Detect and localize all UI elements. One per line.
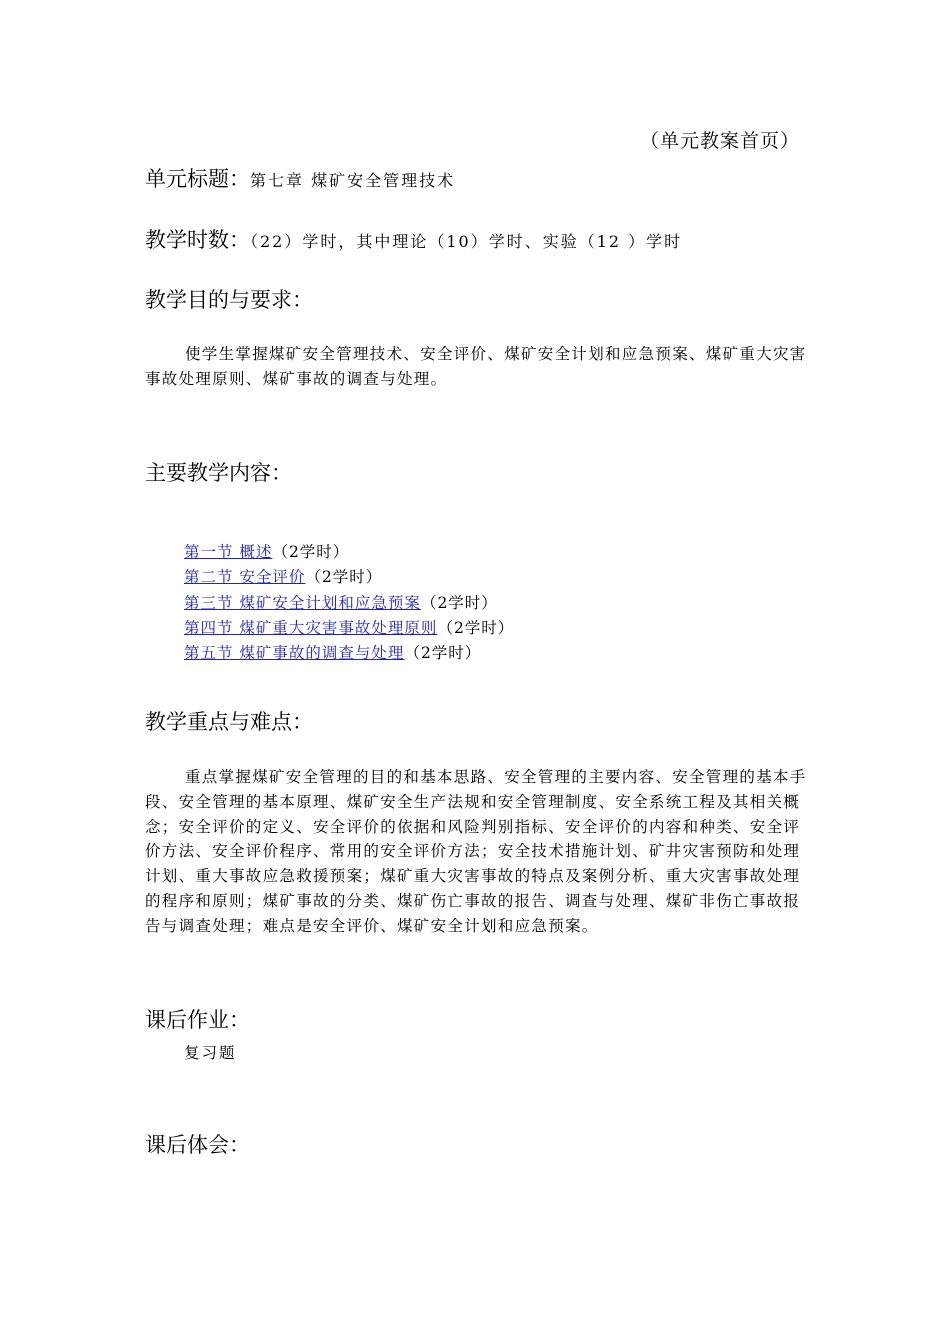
section-link-4[interactable]: 第四节 煤矿重大灾害事故处理原则: [184, 618, 438, 637]
section-item-3: [184, 591, 514, 616]
section-link-2[interactable]: 第二节 安全评价: [184, 568, 306, 587]
unit-title-row: [145, 163, 455, 193]
section-link-5[interactable]: 第五节 煤矿事故的调查与处理: [184, 644, 405, 663]
teaching-hours-value: （22）学时，其中理论（10）学时、实验（12 ）学时: [250, 232, 683, 251]
reflection-heading: 课后体会：: [145, 1133, 250, 1157]
section-list: [184, 540, 514, 666]
page-header-note: （单元教案首页）: [639, 130, 800, 152]
unit-title-label: 单元标题：: [145, 167, 250, 191]
teaching-hours-row: [145, 224, 682, 254]
key-points-text: 重点掌握煤矿安全管理的目的和基本思路、安全管理的主要内容、安全管理的基本手段、安全管理的基本原理、煤矿安全生产法规和安全管理制度、安全系统工程及其相关概念；安全评价的定义、安全评价的依据和风险判别指标、安全评价的内容和种类、安全评价方法、安全评价程序、常用的安全评价方法；安全技术措施计划、矿井灾害预防和处理计划、重大事故应急救援预案；煤矿重大灾害事故的特点及案例分析、重大灾害事故处理的程序和原则；煤矿事故的分类、煤矿伤亡事故的报告、调查与处理、煤矿非伤亡事故报告与调查处理；难点是安全评价、煤矿安全计划和应急预案。: [145, 768, 807, 935]
section-hours-5: （2学时）: [404, 644, 482, 663]
section-item-4: [184, 616, 514, 641]
section-hours-4: （2学时）: [437, 618, 515, 637]
homework-item: 复习题: [184, 1044, 237, 1062]
section-item-1: [184, 540, 514, 565]
section-item-5: [184, 641, 514, 666]
key-points-heading: 教学重点与难点：: [145, 710, 313, 734]
section-hours-3: （2学时）: [420, 593, 498, 612]
homework-heading: 课后作业：: [145, 1008, 250, 1032]
section-link-3[interactable]: 第三节 煤矿安全计划和应急预案: [184, 593, 421, 612]
section-item-2: [184, 565, 514, 590]
section-hours-1: （2学时）: [272, 543, 350, 561]
objectives-text: 使学生掌握煤矿安全管理技术、安全评价、煤矿安全计划和应急预案、煤矿重大灾害事故处理原则、煤矿事故的调查与处理。: [145, 345, 807, 388]
objectives-heading: 教学目的与要求：: [145, 288, 313, 312]
section-link-1[interactable]: 第一节 概述: [184, 543, 273, 561]
section-hours-2: （2学时）: [305, 568, 383, 587]
teaching-hours-label: 教学时数：: [145, 228, 250, 252]
unit-title-value: 第七章 煤矿安全管理技术: [250, 171, 456, 190]
main-content-heading: 主要教学内容：: [145, 461, 292, 485]
